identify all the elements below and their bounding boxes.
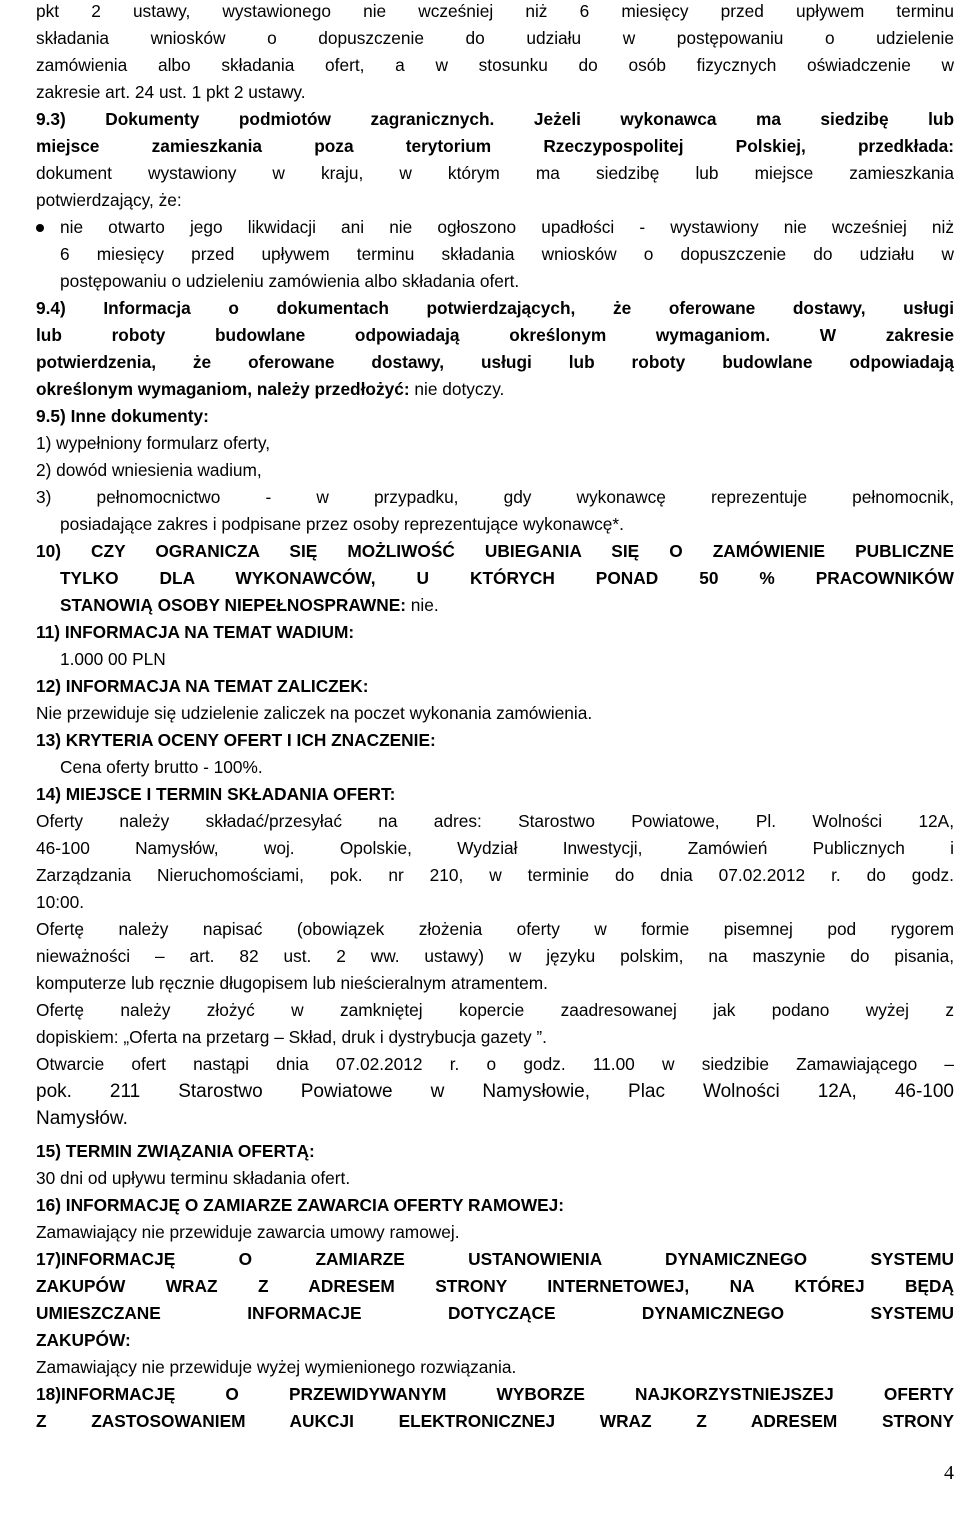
text-line: Zarządzania Nieruchomościami, pok. nr 210, w terminie do dnia 07.02.2012 r. do godz. [36, 865, 954, 885]
section-9-4 [36, 295, 954, 403]
text-line: Ofertę należy napisać (obowiązek złożenia oferty w formie pisemnej pod rygorem [36, 919, 954, 939]
text-line: pok. 211 Starostwo Powiatowe w Namysłowie, Plac Wolności 12A, 46-100 [36, 1081, 954, 1102]
heading-9-3: 9.3) Dokumenty podmiotów zagranicznych. [36, 109, 495, 129]
section-12 [36, 673, 954, 754]
text-line: zakresie art. 24 ust. 1 pkt 2 ustawy. [36, 82, 306, 102]
text-line: Otwarcie ofert nastąpi dnia 07.02.2012 r. o godz. 11.00 w siedzibie Zamawiającego – [36, 1054, 954, 1074]
text-line: nieważności – art. 82 ust. 2 ww. ustawy) w języku polskim, na maszynie do pisania, [36, 946, 954, 966]
text-line: 3) pełnomocnictwo - w przypadku, gdy wykonawcę reprezentuje pełnomocnik, [36, 487, 954, 507]
text-line: 13) KRYTERIA OCENY OFERT I ICH ZNACZENIE: [36, 730, 436, 750]
text-line: składania wniosków o dopuszczenie do udziału w postępowaniu o udzielenie [36, 28, 954, 48]
text-line: potwierdzenia, że oferowane dostawy, usługi lub roboty budowlane odpowiadają [36, 352, 954, 372]
section-10-cont [60, 565, 954, 619]
section-11 [36, 619, 954, 646]
text-line: Namysłów. [36, 1108, 128, 1129]
text-line: nie otwarto jego likwidacji ani nie ogłoszono upadłości - wystawiony nie wcześniej niż [60, 217, 954, 237]
text-line: dopiskiem: „Oferta na przetarg – Skład, druk i dystrybucja gazety ”. [36, 1027, 547, 1047]
page-number: 4 [944, 1462, 954, 1484]
text-line: TYLKO DLA WYKONAWCÓW, U KTÓRYCH PONAD 50 % PRACOWNIKÓW [60, 568, 954, 588]
text-line: Nie przewiduje się udzielenie zaliczek na poczet wykonania zamówienia. [36, 703, 593, 723]
text-line: STANOWIĄ OSOBY NIEPEŁNOSPRAWNE: nie. [60, 595, 439, 615]
text-line: 1) wypełniony formularz oferty, [36, 433, 271, 453]
text-line: dokument wystawiony w kraju, w którym ma siedzibę lub miejsce zamieszkania [36, 163, 954, 183]
text-line: zamówienia albo składania ofert, a w stosunku do osób fizycznych oświadczenie w [36, 55, 954, 75]
text-line: 14) MIEJSCE I TERMIN SKŁADANIA OFERT: [36, 784, 396, 804]
text-line: UMIESZCZANE INFORMACJE DOTYCZĄCE DYNAMICZNEGO SYSTEMU [36, 1303, 954, 1323]
text-line: postępowaniu o udzieleniu zamówienia albo składania ofert. [60, 271, 520, 291]
text-line: 16) INFORMACJĘ O ZAMIARZE ZAWARCIA OFERTY RAMOWEJ: [36, 1195, 565, 1215]
text-line: 30 dni od upływu terminu składania ofert. [36, 1168, 351, 1188]
text-line: ZAKUPÓW: [36, 1330, 131, 1350]
text-line: 6 miesięcy przed upływem terminu składania wniosków o dopuszczenie do udziału w [60, 244, 954, 264]
text-line: 46-100 Namysłów, woj. Opolskie, Wydział Inwestycji, Zamówień Publicznych i [36, 838, 954, 858]
section-10 [36, 538, 954, 565]
text-line: 1.000 00 PLN [60, 649, 166, 669]
text-line: Zamawiający nie przewiduje zawarcia umowy ramowej. [36, 1222, 460, 1242]
text-line: Oferty należy składać/przesyłać na adres: Starostwo Powiatowe, Pl. Wolności 12A, [36, 811, 954, 831]
text-line: 10:00. [36, 892, 85, 912]
text-line: 9.4) Informacja o dokumentach potwierdzających, że oferowane dostawy, usługi [36, 298, 954, 318]
section-9-3 [36, 106, 954, 214]
text-line: Ofertę należy złożyć w zamkniętej kopercie zaadresowanej jak podano wyżej z [36, 1000, 954, 1020]
section-14 [36, 781, 954, 1132]
text-line: Cena oferty brutto - 100%. [60, 757, 263, 777]
bullet-item [60, 214, 954, 295]
text-line: 18)INFORMACJĘ O PRZEWIDYWANYM WYBORZE NAJKORZYSTNIEJSZEJ OFERTY [36, 1384, 954, 1404]
text-line: określonym wymaganiom, należy przedłożyć: nie dotyczy. [36, 379, 505, 399]
section-9-2-tail [36, 0, 954, 106]
section-9-5-cont [60, 511, 954, 538]
section-15 [36, 1138, 954, 1435]
text-line: posiadające zakres i podpisane przez osoby reprezentujące wykonawcę*. [60, 514, 624, 534]
section-9-5 [36, 403, 954, 511]
text-line: Zamawiający nie przewiduje wyżej wymienionego rozwiązania. [36, 1357, 517, 1377]
text-line: pkt 2 ustawy, wystawionego nie wcześniej niż 6 miesięcy przed upływem terminu [36, 1, 954, 21]
text-line: potwierdzający, że: [36, 190, 182, 210]
bullet-icon [36, 224, 44, 232]
text-line: ZAKUPÓW WRAZ Z ADRESEM STRONY INTERNETOWEJ, NA KTÓREJ BĘDĄ [36, 1276, 954, 1296]
text-line: 12) INFORMACJA NA TEMAT ZALICZEK: [36, 676, 369, 696]
text-line: 15) TERMIN ZWIĄZANIA OFERTĄ: [36, 1141, 315, 1161]
text-line: 9.3) Dokumenty podmiotów zagranicznych. Jeżeli wykonawca ma siedzibę lub [36, 109, 954, 129]
text-line: komputerze lub ręcznie długopisem lub nieścieralnym atramentem. [36, 973, 548, 993]
text-line: 9.5) Inne dokumenty: [36, 406, 209, 426]
text-line: 10) CZY OGRANICZA SIĘ MOŻLIWOŚĆ UBIEGANIA SIĘ O ZAMÓWIENIE PUBLICZNE [36, 541, 954, 561]
section-11-body [60, 646, 954, 673]
text-line: lub roboty budowlane odpowiadają określonym wymaganiom. W zakresie [36, 325, 954, 345]
section-13-body [60, 754, 954, 781]
text-line: 11) INFORMACJA NA TEMAT WADIUM: [36, 622, 355, 642]
text-line: 17)INFORMACJĘ O ZAMIARZE USTANOWIENIA DYNAMICZNEGO SYSTEMU [36, 1249, 954, 1269]
text-line: Z ZASTOSOWANIEM AUKCJI ELEKTRONICZNEJ WRAZ Z ADRESEM STRONY [36, 1411, 954, 1431]
text-line: miejsce zamieszkania poza terytorium Rzeczypospolitej Polskiej, przedkłada: [36, 136, 954, 156]
text-line: 2) dowód wniesienia wadium, [36, 460, 262, 480]
